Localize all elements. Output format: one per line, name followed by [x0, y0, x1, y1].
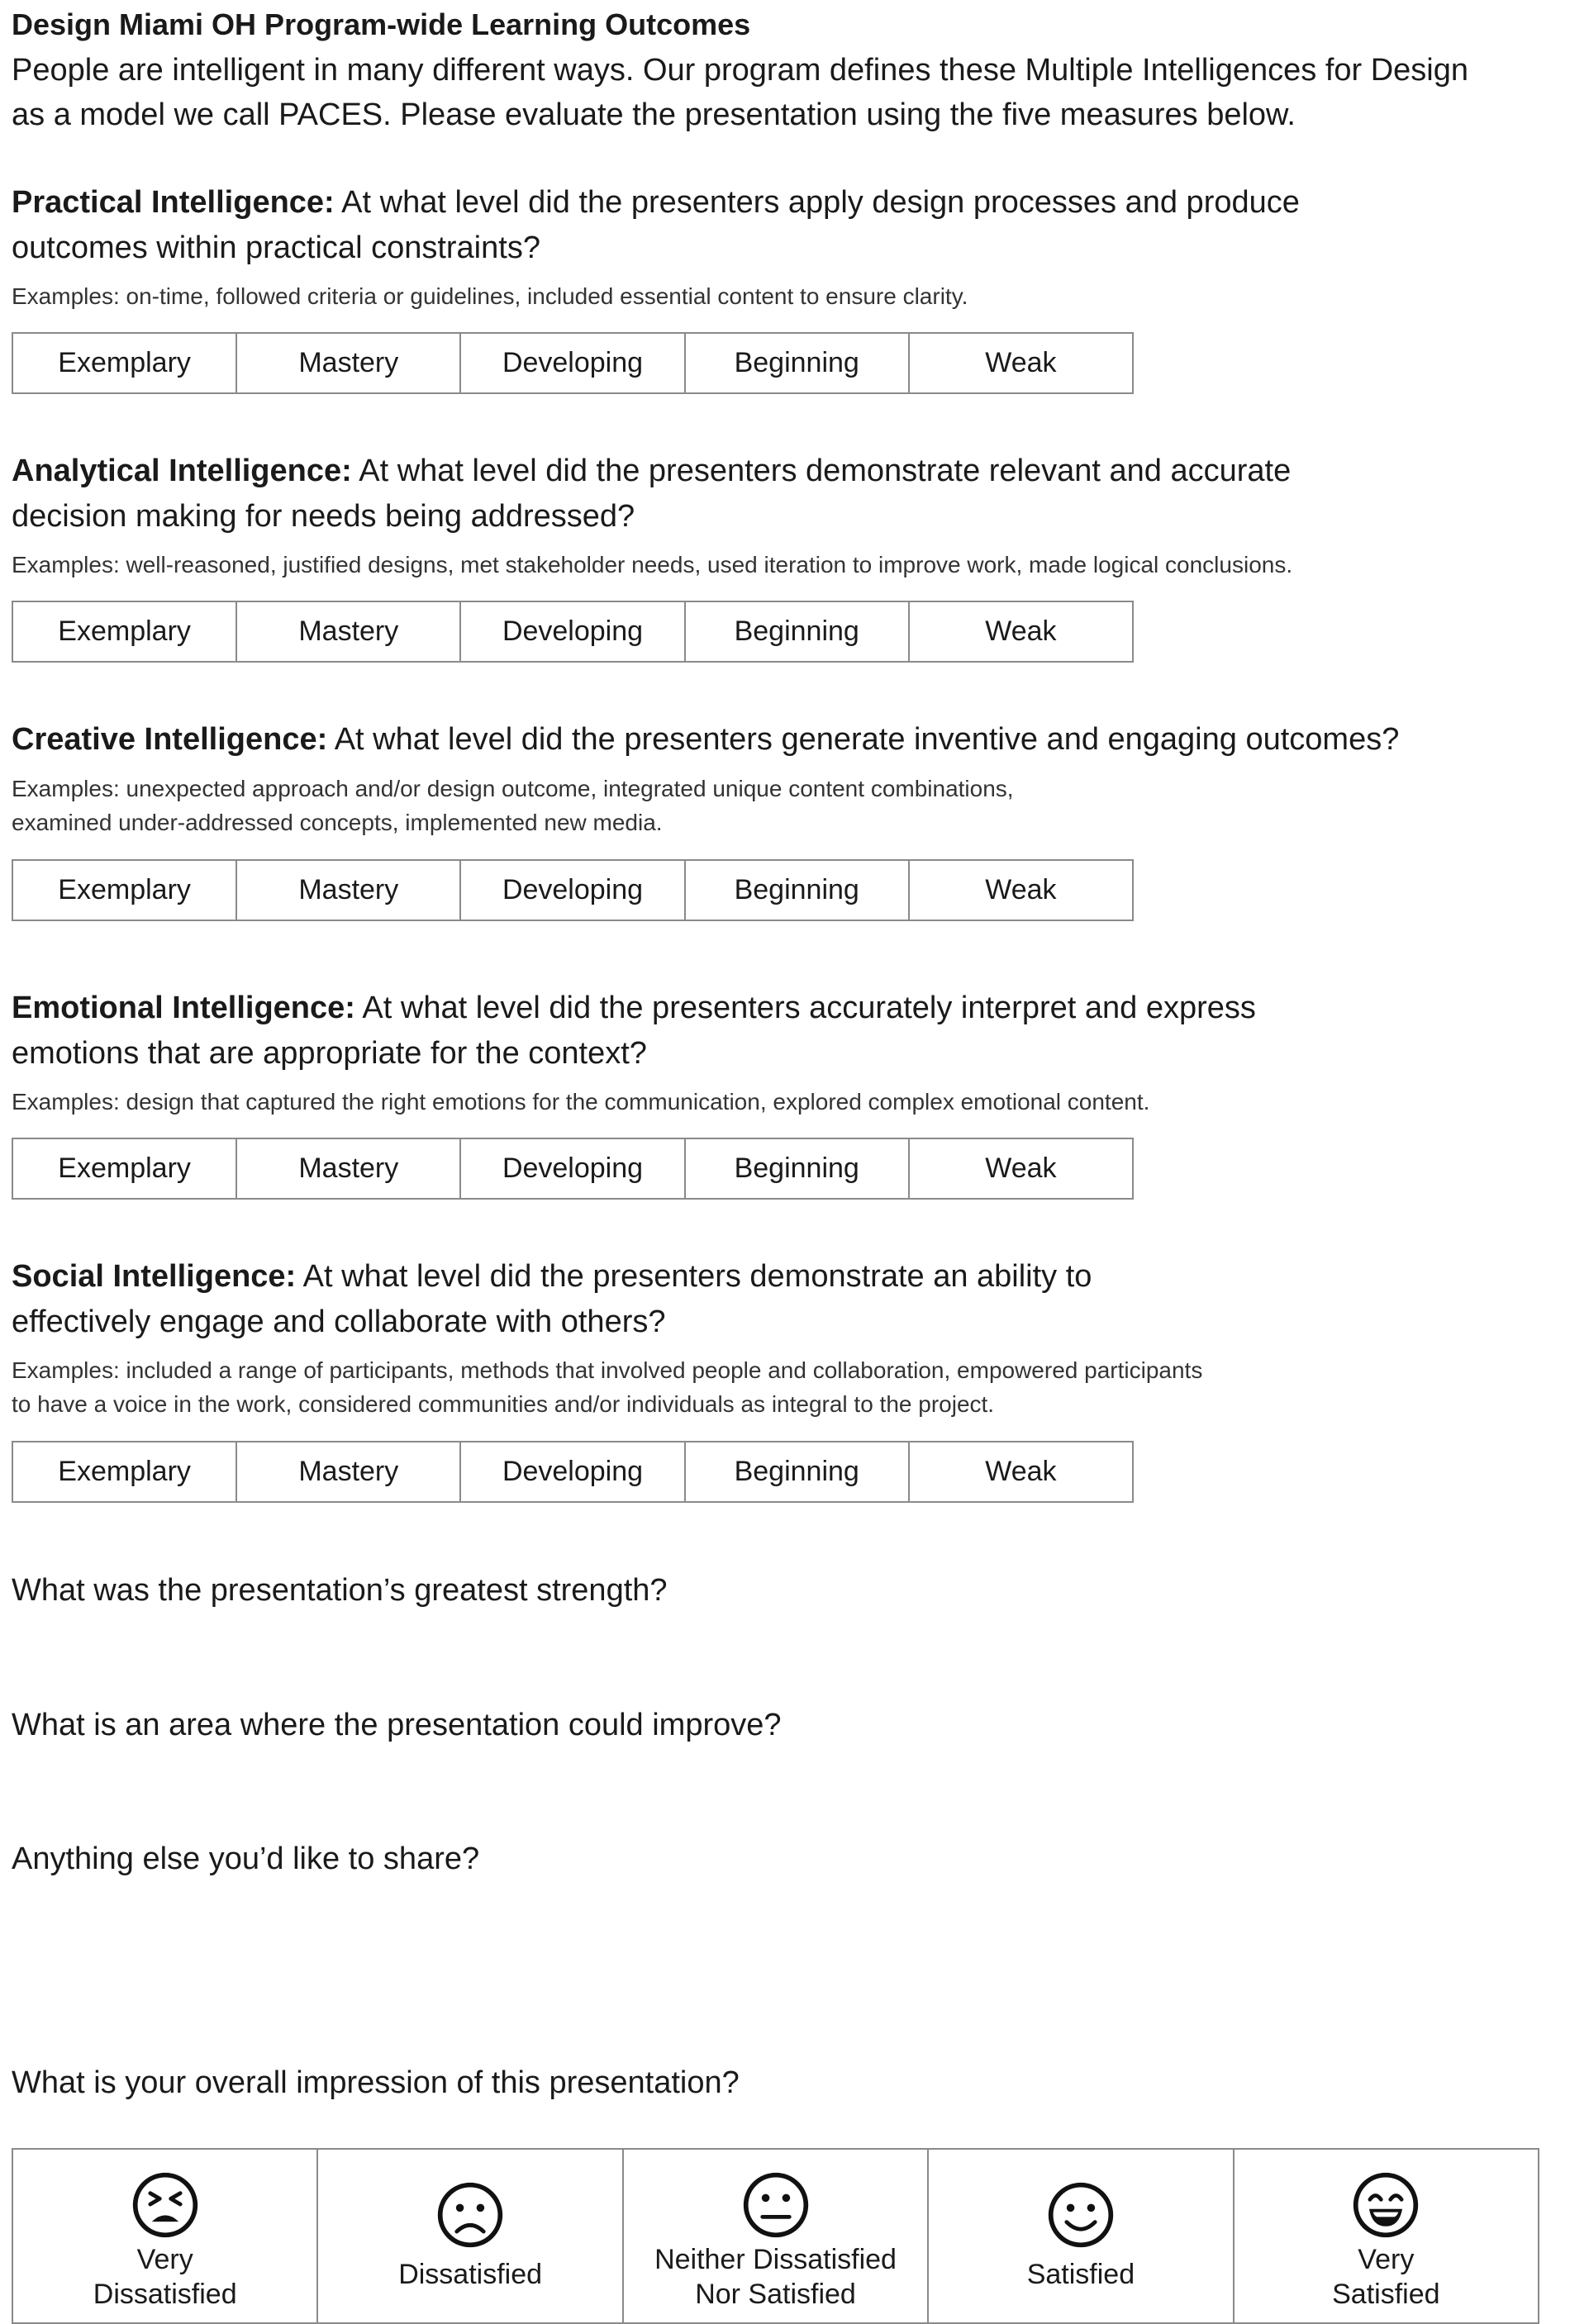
rating-option-weak[interactable]: Weak [985, 1152, 1057, 1184]
rating-option-weak[interactable]: Weak [985, 874, 1057, 905]
intro-text [12, 48, 1565, 137]
examples-line: Examples: well-reasoned, justified designs, met stakeholder needs, used iteration to improve work, made logical conclusions. [12, 552, 1293, 577]
examples-social [12, 1353, 1202, 1421]
rating-option-mastery[interactable]: Mastery [237, 861, 461, 920]
caption-line: Dissatisfied [398, 2259, 543, 2290]
examples-line: examined under-addressed concepts, implemented new media. [12, 810, 663, 835]
question-analytical [12, 449, 1291, 539]
examples-line: Examples: on-time, followed criteria or guidelines, included essential content to ensure clarity. [12, 283, 968, 309]
rating-scale-analytical [12, 601, 1134, 663]
rating-option-developing[interactable]: Developing [461, 334, 685, 392]
rating-option-weak[interactable]: Weak [985, 347, 1057, 378]
caption-line: Very [136, 2244, 193, 2275]
question-text: At what level did the presenters generate inventive and engaging outcomes? [327, 722, 1400, 757]
question-label: Analytical Intelligence: [12, 454, 352, 488]
rating-option-mastery[interactable]: Mastery [237, 1139, 461, 1198]
rating-scale-practical [12, 332, 1134, 394]
examples-line: Examples: unexpected approach and/or design outcome, integrated unique content combinations, [12, 776, 1014, 801]
question-line [12, 1254, 1092, 1300]
question-label: Creative Intelligence: [12, 722, 328, 757]
examples-line: to have a voice in the work, considered communities and/or individuals as integral to the project. [12, 1391, 995, 1417]
question-social [12, 1254, 1092, 1345]
question-line [12, 449, 1291, 494]
rating-option-beginning[interactable]: Beginning [686, 602, 910, 661]
question-line: outcomes within practical constraints? [12, 230, 540, 265]
question-text: At what level did the presenters demonstrate relevant and accurate [351, 454, 1292, 488]
rating-option-exemplary[interactable]: Exemplary [13, 861, 237, 920]
rating-option-beginning[interactable]: Beginning [686, 1442, 910, 1501]
question-line [12, 986, 1256, 1031]
question-line [12, 717, 1399, 763]
page-title: Design Miami OH Program-wide Learning Outcomes [12, 7, 751, 41]
rating-option-beginning[interactable]: Beginning [686, 861, 910, 920]
rating-option-mastery[interactable]: Mastery [237, 1442, 461, 1501]
question-practical [12, 180, 1300, 271]
satisfaction-option-very-satisfied[interactable] [1235, 2150, 1538, 2322]
question-text: At what level did the presenters apply design processes and produce [334, 185, 1300, 220]
dissatisfied-face-icon [435, 2179, 506, 2250]
rating-option-exemplary[interactable]: Exemplary [13, 602, 237, 661]
satisfaction-option-dissatisfied[interactable] [318, 2150, 623, 2322]
caption-line: Satisfied [1332, 2279, 1440, 2310]
rating-option-exemplary[interactable]: Exemplary [13, 1442, 237, 1501]
rating-option-weak[interactable]: Weak [985, 615, 1057, 647]
rating-scale-emotional [12, 1138, 1134, 1200]
question-line [12, 180, 1300, 226]
very-dissatisfied-face-icon [130, 2170, 201, 2241]
intro-line: People are intelligent in many different ways. Our program defines these Multiple Intelligences for Design [12, 53, 1469, 88]
very-satisfied-face-icon [1350, 2170, 1421, 2241]
satisfaction-option-very-dissatisfied[interactable] [13, 2150, 318, 2322]
rating-option-developing[interactable]: Developing [461, 1139, 685, 1198]
intro-line: as a model we call PACES. Please evaluate the presentation using the five measures below. [12, 97, 1296, 132]
examples-line: Examples: included a range of participants, methods that involved people and collaboration, empowered participants [12, 1357, 1203, 1383]
examples-analytical [12, 548, 1292, 582]
open-question-strength: What was the presentation’s greatest strength? [12, 1573, 668, 1608]
satisfaction-caption [25, 2242, 306, 2312]
caption-line: Neither Dissatisfied [654, 2244, 897, 2275]
rating-option-developing[interactable]: Developing [461, 861, 685, 920]
rating-option-beginning[interactable]: Beginning [686, 334, 910, 392]
satisfaction-caption [635, 2242, 916, 2312]
rating-option-exemplary[interactable]: Exemplary [13, 1139, 237, 1198]
question-creative [12, 717, 1399, 763]
question-line: emotions that are appropriate for the context? [12, 1036, 647, 1071]
open-question-improve: What is an area where the presentation could improve? [12, 1708, 782, 1742]
rating-scale-creative [12, 859, 1134, 921]
rating-option-developing[interactable]: Developing [461, 1442, 685, 1501]
rating-option-beginning[interactable]: Beginning [686, 1139, 910, 1198]
question-label: Social Intelligence: [12, 1259, 297, 1294]
rating-option-exemplary[interactable]: Exemplary [13, 334, 237, 392]
rating-option-mastery[interactable]: Mastery [237, 334, 461, 392]
satisfaction-caption [940, 2257, 1221, 2292]
satisfaction-scale [12, 2148, 1539, 2324]
examples-practical [12, 279, 968, 313]
question-label: Practical Intelligence: [12, 185, 335, 220]
neutral-face-icon [740, 2170, 811, 2241]
rating-option-developing[interactable]: Developing [461, 602, 685, 661]
caption-line: Satisfied [1026, 2259, 1135, 2290]
caption-line: Dissatisfied [93, 2279, 237, 2310]
question-line: effectively engage and collaborate with others? [12, 1305, 666, 1339]
question-text: At what level did the presenters accurately interpret and express [354, 991, 1256, 1025]
rating-option-weak[interactable]: Weak [985, 1456, 1057, 1487]
rating-option-mastery[interactable]: Mastery [237, 602, 461, 661]
open-question-other: Anything else you’d like to share? [12, 1842, 480, 1876]
examples-line: Examples: design that captured the right emotions for the communication, explored complex emotional content. [12, 1089, 1150, 1114]
satisfied-face-icon [1045, 2179, 1116, 2250]
satisfaction-caption [1245, 2242, 1526, 2312]
satisfaction-option-satisfied[interactable] [929, 2150, 1234, 2322]
overall-question: What is your overall impression of this presentation? [12, 2065, 740, 2100]
question-label: Emotional Intelligence: [12, 991, 355, 1025]
question-emotional [12, 986, 1256, 1076]
examples-creative [12, 772, 1014, 839]
satisfaction-caption [330, 2257, 611, 2292]
caption-line: Nor Satisfied [695, 2279, 856, 2310]
examples-emotional [12, 1085, 1149, 1119]
question-line: decision making for needs being addressed? [12, 499, 635, 534]
caption-line: Very [1358, 2244, 1415, 2275]
satisfaction-option-neutral[interactable] [624, 2150, 929, 2322]
rating-scale-social [12, 1441, 1134, 1503]
question-text: At what level did the presenters demonstrate an ability to [296, 1259, 1092, 1294]
